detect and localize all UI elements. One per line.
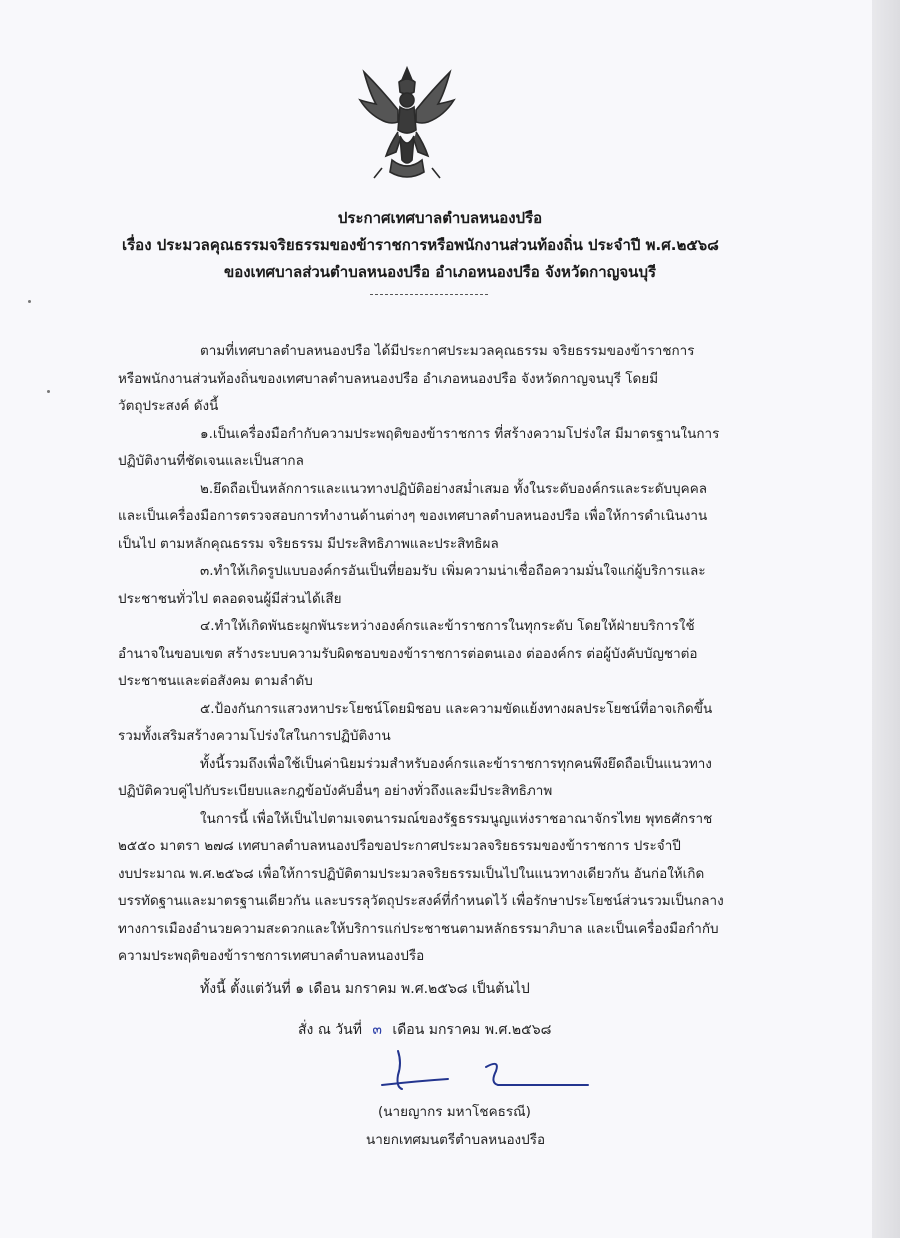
signed-date: [298, 1019, 551, 1041]
body-line: อำนาจในขอบเขต สร้างระบบความรับผิดชอบของข้าราชการต่อตนเอง ต่อองค์กร ต่อผู้บังคับบัญชาต่อ: [118, 645, 698, 662]
body-line: ประชาชนทั่วไป ตลอดจนผู้มีส่วนได้เสีย: [118, 590, 342, 607]
body-line: ปฏิบัติควบคู่ไปกับระเบียบและกฎข้อบังคับอื่นๆ อย่างทั่วถึงและมีประสิทธิภาพ: [118, 783, 553, 799]
title-organization: ของเทศบาลส่วนตำบลหนองปรือ อำเภอหนองปรือ จังหวัดกาญจนบุรี: [223, 263, 657, 281]
body-line: บรรทัดฐานและมาตรฐานเดียวกัน และบรรลุวัตถุประสงค์ที่กำหนดไว้ เพื่อรักษาประโยชน์ส่วนรวมเป็นกลาง: [118, 893, 724, 909]
effective-date: ทั้งนี้ ตั้งแต่วันที่ ๑ เดือน มกราคม พ.ศ.๒๕๖๘ เป็นต้นไป: [200, 981, 530, 997]
body-line: ประชาชนและต่อสังคม ตามลำดับ: [118, 673, 313, 689]
body-line: วัตถุประสงค์ ดังนี้: [118, 398, 219, 414]
body-line: ทางการเมืองอำนวยความสะดวกและให้บริการแก่ประชาชนตามหลักธรรมาภิบาล และเป็นเครื่องมือกำกับ: [118, 920, 719, 937]
signer-position: นายกเทศมนตรีตำบลหนองปรือ: [366, 1132, 546, 1148]
signed-suffix: เดือน มกราคม พ.ศ.๒๕๖๘: [392, 1022, 552, 1038]
signed-day: ๓: [372, 1022, 382, 1038]
body-line: งบประมาณ พ.ศ.๒๕๖๘ เพื่อให้การปฏิบัติตามประมวลจริยธรรมเป็นไปในแนวทางเดียวกัน อันก่อให้เกิด: [118, 865, 705, 882]
title-separator: [370, 294, 488, 295]
page-edge: [872, 0, 900, 1238]
body-line: และเป็นเครื่องมือการตรวจสอบการทำงานด้านต่างๆ ของเทศบาลตำบลหนองปรือ เพื่อให้การดำเนินงาน: [118, 508, 708, 524]
scan-speck: [28, 300, 31, 303]
garuda-emblem-icon: [352, 60, 462, 190]
signature-icon: [378, 1045, 598, 1095]
scan-speck: [47, 390, 50, 393]
body-line: ความประพฤติของข้าราชการเทศบาลตำบลหนองปรือ: [118, 948, 425, 964]
body-line: ๕.ป้องกันการแสวงหาประโยชน์โดยมิชอบ และความขัดแย้งทางผลประโยชน์ที่อาจเกิดขึ้น: [200, 700, 713, 717]
title-subject: เรื่อง ประมวลคุณธรรมจริยธรรมของข้าราชการหรือพนักงานส่วนท้องถิ่น ประจำปี พ.ศ.๒๕๖๘: [122, 236, 719, 254]
body-line: ในการนี้ เพื่อให้เป็นไปตามเจตนารมณ์ของรัฐธรรมนูญแห่งราชอาณาจักรไทย พุทธศักราช: [200, 810, 713, 827]
body-line: ทั้งนี้รวมถึงเพื่อใช้เป็นค่านิยมร่วมสำหรับองค์กรและข้าราชการทุกคนพึงยึดถือเป็นแนวทาง: [200, 755, 712, 772]
body-line: ๓.ทำให้เกิดรูปแบบองค์กรอันเป็นที่ยอมรับ เพิ่มความน่าเชื่อถือความมั่นใจแก่ผู้บริการและ: [200, 563, 706, 579]
body-line: หรือพนักงานส่วนท้องถิ่นของเทศบาลตำบลหนองปรือ อำเภอหนองปรือ จังหวัดกาญจนบุรี โดยมี: [118, 370, 659, 387]
body-line: รวมทั้งเสริมสร้างความโปร่งใสในการปฏิบัติงาน: [118, 728, 391, 744]
body-line: ๑.เป็นเครื่องมือกำกับความประพฤติของข้าราชการ ที่สร้างความโปร่งใส มีมาตรฐานในการ: [200, 425, 720, 442]
body-line: ๒๕๕๐ มาตรา ๒๗๘ เทศบาลตำบลหนองปรือขอประกาศประมวลจริยธรรมของข้าราชการ ประจำปี: [118, 838, 681, 854]
announcement-body: [118, 338, 768, 971]
body-line: ๒.ยึดถือเป็นหลักการและแนวทางปฏิบัติอย่างสม่ำเสมอ ทั้งในระดับองค์กรและระดับบุคคล: [200, 480, 708, 497]
signed-prefix: สั่ง ณ วันที่: [298, 1022, 362, 1038]
body-line: ปฏิบัติงานที่ชัดเจนและเป็นสากล: [118, 453, 304, 469]
body-line: ๔.ทำให้เกิดพันธะผูกพันระหว่างองค์กรและข้าราชการในทุกระดับ โดยให้ฝ่ายบริการใช้: [200, 618, 695, 634]
body-line: ตามที่เทศบาลตำบลหนองปรือ ได้มีประกาศประมวลคุณธรรม จริยธรรมของข้าราชการ: [200, 343, 695, 359]
signer-name: (นายญากร มหาโชคธรณี): [378, 1104, 531, 1120]
title-issuer: ประกาศเทศบาลตำบลหนองปรือ: [337, 209, 543, 227]
announcement-title: [60, 205, 820, 286]
body-line: เป็นไป ตามหลักคุณธรรม จริยธรรม มีประสิทธิภาพและประสิทธิผล: [118, 535, 499, 552]
